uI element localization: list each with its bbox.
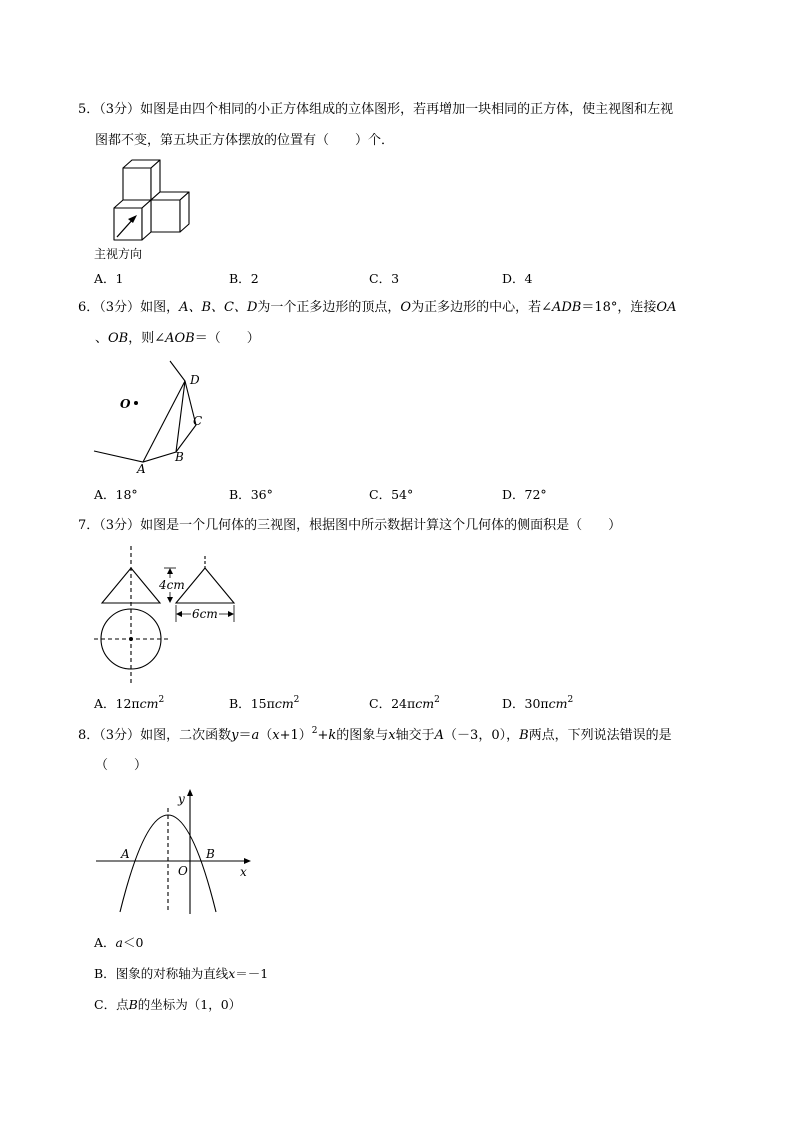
q6-line1: 6．（3分）如图，A、B、C、D为一个正多边形的顶点，O为正多边形的中心，若∠ADB＝18°，连接OA [78, 300, 677, 315]
top-view-center-dot [129, 637, 133, 641]
height-label: 4cm [159, 578, 185, 592]
label-b: B [206, 847, 215, 861]
q6-option-c[interactable]: C．54° [369, 487, 414, 502]
dim-arrow-down-icon [167, 597, 173, 603]
width-label: 6cm [192, 607, 218, 621]
q8-line2: （ ） [95, 758, 148, 773]
dim-arrow-up-icon [167, 568, 173, 574]
x-axis-arrow-icon [244, 858, 251, 864]
center-point-o [134, 401, 138, 405]
q5-stem-1: 如图是由四个相同的小正方体组成的立体图形，若再增加一块相同的正方体，使主视图和左视 [140, 102, 674, 117]
q5-option-b[interactable]: B．2 [229, 271, 259, 286]
q7-option-d[interactable]: D．30πcm$^2$ [502, 695, 574, 711]
label-origin: O [178, 864, 188, 878]
q5-line2 [95, 131, 394, 151]
q6-option-a[interactable]: A．18° [94, 487, 138, 502]
label-o: O [120, 397, 131, 411]
label-y: y [178, 792, 185, 806]
label-x: x [240, 865, 247, 879]
q6-option-d[interactable]: D．72° [502, 487, 547, 502]
label-d: D [190, 373, 200, 387]
q7-option-b[interactable]: B．15πcm$^2$ [229, 695, 300, 711]
q7-figure-three-views [94, 546, 244, 686]
q7-line1: 7．（3分）如图是一个几何体的三视图，根据图中所示数据计算这个几何体的侧面积是（ ） [78, 518, 622, 533]
label-a: A [137, 462, 146, 476]
q6-line2: 、OB，则∠AOB＝（ ） [95, 331, 260, 346]
q5-figure-caption: 主视方向 [94, 247, 143, 261]
q6-option-b[interactable]: B．36° [229, 487, 273, 502]
q8-figure-parabola [94, 788, 254, 918]
q7-option-c[interactable]: C．24πcm$^2$ [369, 695, 440, 711]
q6-figure-polygon [90, 355, 220, 480]
q8-option-a[interactable]: A．a＜0 [94, 935, 144, 950]
label-b: B [175, 450, 184, 464]
q5-option-c[interactable]: C．3 [369, 271, 400, 286]
q5-number: 5． [78, 102, 100, 117]
q8-line1: 8．（3分）如图，二次函数$y=a(x+1)^2+k$的图象与x轴交于A（－3，0），B两点，下列说法错误的是 [78, 726, 672, 743]
q8-option-b[interactable]: B．图象的对称轴为直线x＝－1 [94, 966, 269, 981]
cube-top-front [123, 168, 151, 200]
y-axis-arrow-icon [187, 789, 193, 796]
q5-score: （3分） [99, 102, 141, 117]
label-a: A [121, 847, 130, 861]
q5-line1 [78, 100, 673, 120]
dim-arrow-right-icon [228, 611, 234, 617]
q5-stem-2: 图都不变，第五块正方体摆放的位置有（ ）个． [95, 133, 395, 148]
label-c: C [193, 414, 203, 428]
dim-arrow-left-icon [176, 611, 182, 617]
cube-right-front [151, 200, 180, 232]
q5-option-a[interactable]: A．1 [94, 271, 124, 286]
q8-option-c[interactable]: C．点B的坐标为（1，0） [94, 997, 242, 1012]
q7-option-a[interactable]: A．12πcm$^2$ [94, 695, 165, 711]
q5-option-d[interactable]: D．4 [502, 271, 533, 286]
